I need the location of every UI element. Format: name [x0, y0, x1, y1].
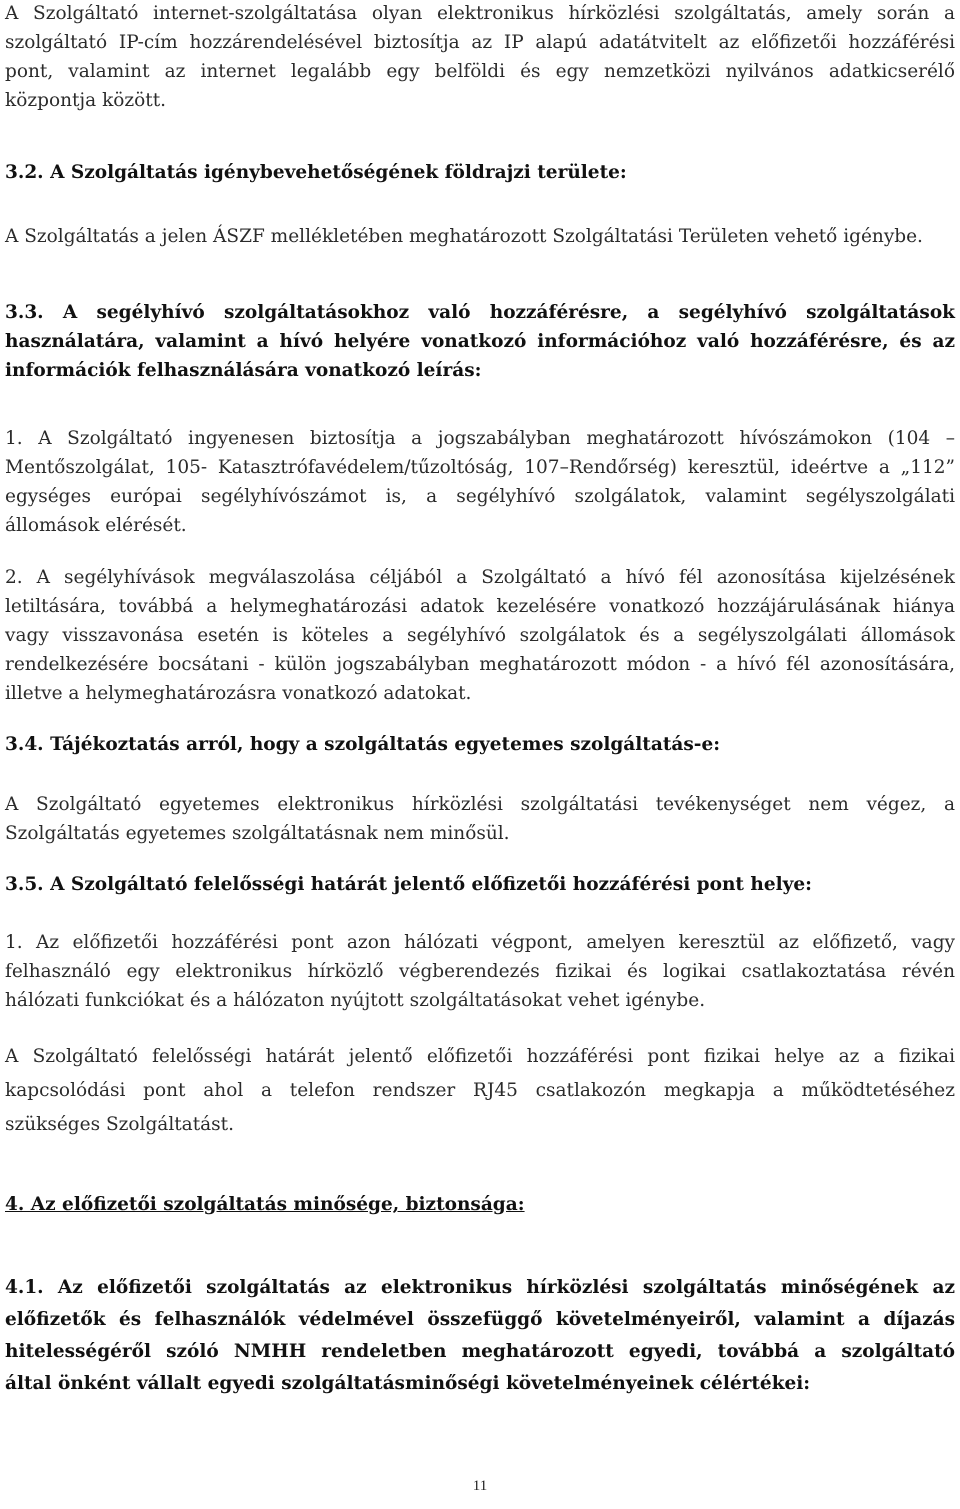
section-4-1-heading [5, 1272, 955, 1400]
section-3-4-heading: 3.4. Tájékoztatás arról, hogy a szolgáltatás egyetemes szolgáltatás-e: [5, 734, 721, 755]
intro-paragraph [5, 0, 955, 115]
paragraph-line: A Szolgáltató egyetemes elektronikus hírközlési szolgáltatási tevékenységet nem végez, a [5, 794, 955, 815]
section-3-5-paragraph-1 [5, 928, 955, 1015]
section-3-3-heading [5, 298, 955, 385]
paragraph-line: 2. A segélyhívások megválaszolása céljából a Szolgáltató a hívó fél azonosítása kijelzésének [5, 567, 955, 588]
heading-line: 4.1. Az előfizetői szolgáltatás az elektronikus hírközlési szolgáltatás minőségének az [5, 1277, 955, 1298]
paragraph-line: Szolgáltatás egyetemes szolgáltatásnak nem minősül. [5, 823, 510, 844]
paragraph-line: rendelkezésére bocsátani - külön jogszabályban meghatározott módon - a hívó fél azonosítására, [5, 654, 955, 675]
paragraph-line: illetve a helymeghatározásra vonatkozó adatokat. [5, 683, 472, 704]
paragraph-line: állomások elérését. [5, 515, 187, 536]
paragraph-line: letiltására, továbbá a helymeghatározási adatok kezelésére vonatkozó hozzájárulásának hiánya [5, 596, 955, 617]
page-number: 11 [472, 1478, 488, 1494]
paragraph-line: egységes európai segélyhívószámot is, a segélyhívó szolgálatok, valamint segélyszolgálati [5, 486, 955, 507]
section-3-4-text [5, 790, 955, 848]
paragraph-line: hálózati funkciókat és a hálózaton nyújtott szolgáltatásokat vehet igénybe. [5, 990, 706, 1011]
heading-line: által önként vállalt egyedi szolgáltatásminőségi követelményeinek célértékei: [5, 1373, 811, 1394]
intro-line: szolgáltató IP-cím hozzárendelésével biztosítja az IP alapú adatátvitelt az előfizetői hozzáférési [5, 32, 955, 53]
section-3-5-heading: 3.5. A Szolgáltató felelősségi határát jelentő előfizetői hozzáférési pont helye: [5, 874, 812, 895]
section-3-3-paragraph-1 [5, 424, 955, 540]
heading-line: használatára, valamint a hívó helyére vonatkozó információhoz való hozzáférésre, és az [5, 331, 955, 352]
section-3-5-paragraph-2 [5, 1040, 955, 1142]
intro-line: pont, valamint az internet legalább egy belföldi és egy nemzetközi nyilvános adatkicserélő [5, 61, 955, 82]
intro-line: központja között. [5, 90, 167, 111]
paragraph-line: szükséges Szolgáltatást. [5, 1114, 234, 1135]
paragraph-line: Mentőszolgálat, 105- Katasztrófavédelem/tűzoltóság, 107–Rendőrség) keresztül, ideértve a „112” [5, 457, 955, 478]
paragraph-line: felhasználó egy elektronikus hírközlő végberendezés fizikai és logikai csatlakoztatása révén [5, 961, 955, 982]
section-3-2-heading: 3.2. A Szolgáltatás igénybevehetőségének földrajzi területe: [5, 162, 627, 183]
heading-line: előfizetők és felhasználók védelmével összefüggő követelményeiről, valamint a díjazás [5, 1309, 955, 1330]
heading-line: 3.3. A segélyhívó szolgáltatásokhoz való hozzáférésre, a segélyhívó szolgáltatások [5, 302, 955, 323]
paragraph-line: A Szolgáltató felelősségi határát jelentő előfizetői hozzáférési pont fizikai helye az a fizikai [5, 1046, 955, 1067]
intro-line: A Szolgáltató internet-szolgáltatása olyan elektronikus hírközlési szolgáltatás, amely során a [5, 3, 955, 24]
paragraph-line: vagy visszavonása esetén is köteles a segélyhívó szolgálatok és a segélyszolgálati állomások [5, 625, 955, 646]
paragraph-line: 1. Az előfizetői hozzáférési pont azon hálózati végpont, amelyen keresztül az előfizető, vagy [5, 932, 955, 953]
paragraph-line: 1. A Szolgáltató ingyenesen biztosítja a jogszabályban meghatározott hívószámokon (104 – [5, 428, 955, 449]
heading-line: hitelességéről szóló NMHH rendeletben meghatározott egyedi, továbbá a szolgáltató [5, 1341, 955, 1362]
section-4-heading: 4. Az előfizetői szolgáltatás minősége, biztonsága: [5, 1194, 525, 1215]
section-3-3-paragraph-2 [5, 563, 955, 708]
heading-line: információk felhasználására vonatkozó leírás: [5, 360, 482, 381]
paragraph-line: kapcsolódási pont ahol a telefon rendszer RJ45 csatlakozón megkapja a működtetéséhez [5, 1080, 955, 1101]
section-3-2-text: A Szolgáltatás a jelen ÁSZF mellékletében meghatározott Szolgáltatási Területen vehető igénybe. [5, 226, 923, 247]
